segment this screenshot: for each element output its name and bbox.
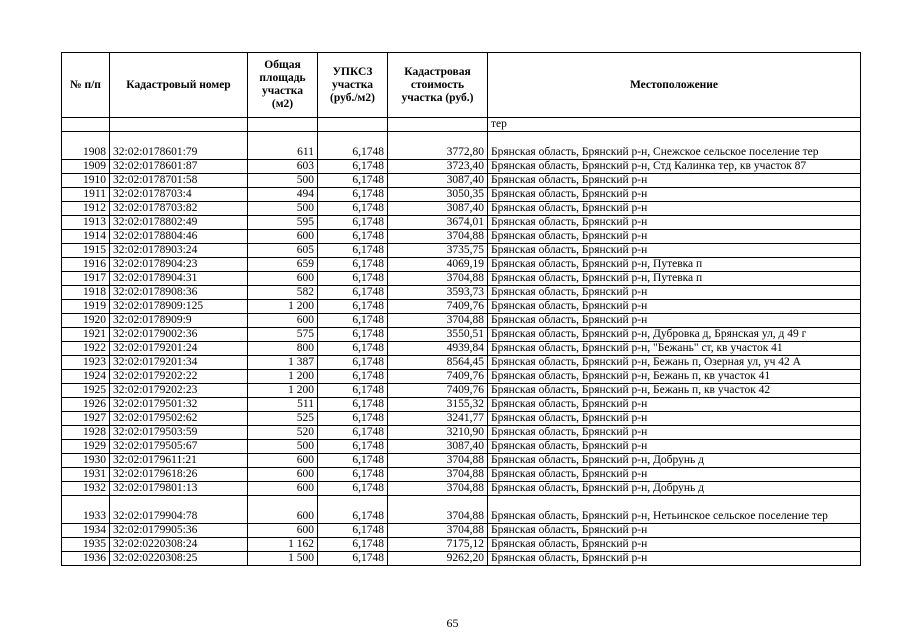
cell-upkszu: 6,1748: [318, 496, 388, 524]
cell-area: 500: [248, 202, 318, 216]
cell-cadastral-cost: 3704,88: [388, 314, 488, 328]
cell-upkszu: 6,1748: [318, 468, 388, 482]
cell-area: 1 162: [248, 538, 318, 552]
cell-area: 611: [248, 132, 318, 160]
table-row: [62, 160, 861, 174]
cell-location: Брянская область, Брянский р-н, Нетьинское сельское поселение тер: [488, 496, 861, 524]
cell-cadastral-number: 32:02:0179002:36: [110, 328, 248, 342]
table-row: [62, 216, 861, 230]
cell-row-number: 1930: [62, 454, 110, 468]
cell-area: 600: [248, 468, 318, 482]
cell-cadastral-cost: 3704,88: [388, 230, 488, 244]
cell-location: Брянская область, Брянский р-н, Бежань п, кв участок 42: [488, 384, 861, 398]
cell-empty: [110, 118, 248, 132]
cell-cadastral-number: 32:02:0179611:21: [110, 454, 248, 468]
cell-area: 800: [248, 342, 318, 356]
cell-area: 525: [248, 412, 318, 426]
cell-location: Брянская область, Брянский р-н, Снежское сельское поселение тер: [488, 132, 861, 160]
table-row: [62, 132, 861, 160]
cell-cadastral-cost: 3704,88: [388, 496, 488, 524]
cell-row-number: 1913: [62, 216, 110, 230]
cell-row-number: 1911: [62, 188, 110, 202]
cell-cadastral-cost: 3087,40: [388, 202, 488, 216]
table-row: [62, 328, 861, 342]
cell-row-number: 1923: [62, 356, 110, 370]
cell-cadastral-number: 32:02:0178703:4: [110, 188, 248, 202]
cell-area: 1 200: [248, 384, 318, 398]
cell-location: Брянская область, Брянский р-н: [488, 440, 861, 454]
header-area: Общая площадь участка (м2): [248, 53, 318, 118]
cell-cadastral-number: 32:02:0178601:79: [110, 132, 248, 160]
table-row: [62, 272, 861, 286]
cell-upkszu: 6,1748: [318, 342, 388, 356]
cell-upkszu: 6,1748: [318, 356, 388, 370]
table-row: [62, 286, 861, 300]
cell-cadastral-number: 32:02:0179501:32: [110, 398, 248, 412]
cell-row-number: 1928: [62, 426, 110, 440]
cell-upkszu: 6,1748: [318, 160, 388, 174]
cell-cadastral-number: 32:02:0179201:24: [110, 342, 248, 356]
cell-location: Брянская область, Брянский р-н: [488, 538, 861, 552]
cell-upkszu: 6,1748: [318, 454, 388, 468]
cell-cadastral-cost: 7409,76: [388, 384, 488, 398]
cell-location: Брянская область, Брянский р-н: [488, 426, 861, 440]
cell-area: 600: [248, 454, 318, 468]
cell-upkszu: 6,1748: [318, 216, 388, 230]
cell-cadastral-number: 32:02:0179202:22: [110, 370, 248, 384]
cell-cadastral-number: 32:02:0178601:87: [110, 160, 248, 174]
cell-location: Брянская область, Брянский р-н, Добрунь д: [488, 454, 861, 468]
cell-row-number: 1922: [62, 342, 110, 356]
table-row: [62, 230, 861, 244]
cell-row-number: 1916: [62, 258, 110, 272]
cell-location: Брянская область, Брянский р-н: [488, 286, 861, 300]
cell-row-number: 1915: [62, 244, 110, 258]
page-number: 65: [446, 616, 459, 630]
cell-location: Брянская область, Брянский р-н, "Бежань" ст, кв участок 41: [488, 342, 861, 356]
cell-cadastral-number: 32:02:0178908:36: [110, 286, 248, 300]
cell-area: 659: [248, 258, 318, 272]
cell-cadastral-cost: 3087,40: [388, 174, 488, 188]
table-row: [62, 258, 861, 272]
cell-row-number: 1935: [62, 538, 110, 552]
cell-cadastral-cost: 7175,12: [388, 538, 488, 552]
cell-area: 1 200: [248, 370, 318, 384]
cell-cadastral-number: 32:02:0179201:34: [110, 356, 248, 370]
cell-cadastral-number: 32:02:0178804:46: [110, 230, 248, 244]
cell-upkszu: 6,1748: [318, 258, 388, 272]
cell-area: 582: [248, 286, 318, 300]
cell-row-number: 1925: [62, 384, 110, 398]
cell-row-number: 1910: [62, 174, 110, 188]
cell-area: 600: [248, 272, 318, 286]
header-row: [62, 53, 861, 118]
cell-upkszu: 6,1748: [318, 426, 388, 440]
cell-row-number: 1917: [62, 272, 110, 286]
cell-cadastral-number: 32:02:0178904:31: [110, 272, 248, 286]
cell-empty: [248, 118, 318, 132]
cell-cadastral-cost: 4069,19: [388, 258, 488, 272]
table-row: [62, 384, 861, 398]
cell-location: Брянская область, Брянский р-н, Путевка п: [488, 272, 861, 286]
cell-upkszu: 6,1748: [318, 552, 388, 566]
cadastral-table: [61, 52, 861, 566]
cell-cadastral-cost: 3704,88: [388, 454, 488, 468]
cell-cadastral-number: 32:02:0179618:26: [110, 468, 248, 482]
table-row: [62, 300, 861, 314]
cell-area: 600: [248, 496, 318, 524]
cell-upkszu: 6,1748: [318, 398, 388, 412]
cell-cadastral-cost: 3241,77: [388, 412, 488, 426]
table-row: [62, 412, 861, 426]
cell-location: Брянская область, Брянский р-н: [488, 230, 861, 244]
cell-cadastral-cost: 3704,88: [388, 482, 488, 496]
cell-row-number: 1933: [62, 496, 110, 524]
cell-row-number: 1926: [62, 398, 110, 412]
cell-row-number: 1932: [62, 482, 110, 496]
cell-cadastral-cost: 8564,45: [388, 356, 488, 370]
cell-row-number: 1912: [62, 202, 110, 216]
cell-cadastral-cost: 3772,80: [388, 132, 488, 160]
table-row: [62, 496, 861, 524]
cell-upkszu: 6,1748: [318, 174, 388, 188]
cell-empty: [388, 118, 488, 132]
table-row: [62, 482, 861, 496]
cell-row-number: 1931: [62, 468, 110, 482]
cell-cadastral-cost: 3704,88: [388, 272, 488, 286]
table-row: [62, 188, 861, 202]
cell-row-number: 1936: [62, 552, 110, 566]
cell-cadastral-cost: 3704,88: [388, 524, 488, 538]
table-row: [62, 202, 861, 216]
table-row: [62, 468, 861, 482]
cell-cadastral-number: 32:02:0178909:125: [110, 300, 248, 314]
cell-location: Брянская область, Брянский р-н: [488, 468, 861, 482]
cell-cadastral-cost: 7409,76: [388, 300, 488, 314]
cell-row-number: 1934: [62, 524, 110, 538]
cell-upkszu: 6,1748: [318, 188, 388, 202]
cell-upkszu: 6,1748: [318, 440, 388, 454]
cell-cadastral-cost: 3550,51: [388, 328, 488, 342]
cell-cadastral-number: 32:02:0178909:9: [110, 314, 248, 328]
cell-row-number: 1919: [62, 300, 110, 314]
cell-cadastral-number: 32:02:0179505:67: [110, 440, 248, 454]
cell-row-number: 1921: [62, 328, 110, 342]
header-location: Местоположение: [488, 53, 861, 118]
cell-location: Брянская область, Брянский р-н, Бежань п, кв участок 41: [488, 370, 861, 384]
cell-cadastral-cost: 3087,40: [388, 440, 488, 454]
continuation-row: [62, 118, 861, 132]
cell-area: 600: [248, 524, 318, 538]
cell-area: 600: [248, 230, 318, 244]
cell-location: Брянская область, Брянский р-н: [488, 202, 861, 216]
cell-upkszu: 6,1748: [318, 202, 388, 216]
table-row: [62, 440, 861, 454]
cell-area: 595: [248, 216, 318, 230]
cell-upkszu: 6,1748: [318, 328, 388, 342]
cell-cadastral-number: 32:02:0220308:24: [110, 538, 248, 552]
cell-cadastral-number: 32:02:0179503:59: [110, 426, 248, 440]
cell-cadastral-cost: 9262,20: [388, 552, 488, 566]
cell-row-number: 1924: [62, 370, 110, 384]
cell-area: 600: [248, 314, 318, 328]
cell-upkszu: 6,1748: [318, 482, 388, 496]
cell-upkszu: 6,1748: [318, 244, 388, 258]
cell-area: 1 387: [248, 356, 318, 370]
cell-cadastral-cost: 3050,35: [388, 188, 488, 202]
cell-area: 500: [248, 440, 318, 454]
cell-area: 575: [248, 328, 318, 342]
cell-location: Брянская область, Брянский р-н: [488, 524, 861, 538]
cell-area: 603: [248, 160, 318, 174]
cell-upkszu: 6,1748: [318, 132, 388, 160]
cell-location: Брянская область, Брянский р-н: [488, 244, 861, 258]
cell-area: 511: [248, 398, 318, 412]
cell-cadastral-number: 32:02:0179904:78: [110, 496, 248, 524]
cell-upkszu: 6,1748: [318, 286, 388, 300]
cell-row-number: 1929: [62, 440, 110, 454]
cell-location: Брянская область, Брянский р-н: [488, 552, 861, 566]
table-row: [62, 524, 861, 538]
header-upkszu: УПКСЗ участка (руб./м2): [318, 53, 388, 118]
cell-empty: [62, 118, 110, 132]
table-row: [62, 244, 861, 258]
cell-area: 500: [248, 174, 318, 188]
cell-location: Брянская область, Брянский р-н: [488, 174, 861, 188]
cell-cadastral-number: 32:02:0178802:49: [110, 216, 248, 230]
cell-area: 494: [248, 188, 318, 202]
cell-row-number: 1927: [62, 412, 110, 426]
cell-row-number: 1918: [62, 286, 110, 300]
cell-cadastral-number: 32:02:0179202:23: [110, 384, 248, 398]
cell-location: Брянская область, Брянский р-н, Стд Калинка тер, кв участок 87: [488, 160, 861, 174]
table-row: [62, 538, 861, 552]
cell-upkszu: 6,1748: [318, 524, 388, 538]
cell-location: Брянская область, Брянский р-н: [488, 216, 861, 230]
cell-cadastral-cost: 3723,40: [388, 160, 488, 174]
cell-upkszu: 6,1748: [318, 314, 388, 328]
cell-location: Брянская область, Брянский р-н: [488, 314, 861, 328]
cell-cadastral-cost: 3210,90: [388, 426, 488, 440]
table-row: [62, 314, 861, 328]
cell-cadastral-number: 32:02:0179801:13: [110, 482, 248, 496]
table-row: [62, 552, 861, 566]
header-cadastral-number: Кадастровый номер: [110, 53, 248, 118]
cell-area: 600: [248, 482, 318, 496]
cell-area: 1 500: [248, 552, 318, 566]
cell-row-number: 1909: [62, 160, 110, 174]
cell-cadastral-cost: 3155,32: [388, 398, 488, 412]
continuation-location: тер: [488, 118, 861, 132]
cell-location: Брянская область, Брянский р-н: [488, 398, 861, 412]
cell-cadastral-cost: 3735,75: [388, 244, 488, 258]
cell-cadastral-number: 32:02:0178701:58: [110, 174, 248, 188]
cell-cadastral-number: 32:02:0220308:25: [110, 552, 248, 566]
cell-cadastral-cost: 7409,76: [388, 370, 488, 384]
cell-location: Брянская область, Брянский р-н, Путевка п: [488, 258, 861, 272]
cell-cadastral-cost: 3674,01: [388, 216, 488, 230]
cell-upkszu: 6,1748: [318, 230, 388, 244]
cell-location: Брянская область, Брянский р-н: [488, 412, 861, 426]
cell-row-number: 1908: [62, 132, 110, 160]
table-row: [62, 454, 861, 468]
cell-location: Брянская область, Брянский р-н: [488, 188, 861, 202]
header-num: № п/п: [62, 53, 110, 118]
cell-upkszu: 6,1748: [318, 412, 388, 426]
cell-cadastral-number: 32:02:0179502:62: [110, 412, 248, 426]
cell-location: Брянская область, Брянский р-н, Бежань п, Озерная ул, уч 42 А: [488, 356, 861, 370]
cell-cadastral-cost: 3593,73: [388, 286, 488, 300]
cell-cadastral-number: 32:02:0178703:82: [110, 202, 248, 216]
table-row: [62, 342, 861, 356]
cell-location: Брянская область, Брянский р-н: [488, 300, 861, 314]
cell-upkszu: 6,1748: [318, 300, 388, 314]
cell-cadastral-number: 32:02:0178903:24: [110, 244, 248, 258]
table-row: [62, 370, 861, 384]
cell-area: 605: [248, 244, 318, 258]
cell-upkszu: 6,1748: [318, 272, 388, 286]
cell-location: Брянская область, Брянский р-н, Дубровка д, Брянская ул, д 49 г: [488, 328, 861, 342]
header-cadastral-cost: Кадастровая стоимость участка (руб.): [388, 53, 488, 118]
cell-empty: [318, 118, 388, 132]
cell-cadastral-number: 32:02:0178904:23: [110, 258, 248, 272]
cell-upkszu: 6,1748: [318, 538, 388, 552]
cell-cadastral-number: 32:02:0179905:36: [110, 524, 248, 538]
table-row: [62, 426, 861, 440]
table-row: [62, 356, 861, 370]
cell-upkszu: 6,1748: [318, 370, 388, 384]
cell-location: Брянская область, Брянский р-н, Добрунь д: [488, 482, 861, 496]
cell-cadastral-cost: 3704,88: [388, 468, 488, 482]
cell-area: 520: [248, 426, 318, 440]
cell-row-number: 1920: [62, 314, 110, 328]
table-row: [62, 398, 861, 412]
cell-area: 1 200: [248, 300, 318, 314]
table-row: [62, 174, 861, 188]
cell-cadastral-cost: 4939,84: [388, 342, 488, 356]
cell-row-number: 1914: [62, 230, 110, 244]
cell-upkszu: 6,1748: [318, 384, 388, 398]
